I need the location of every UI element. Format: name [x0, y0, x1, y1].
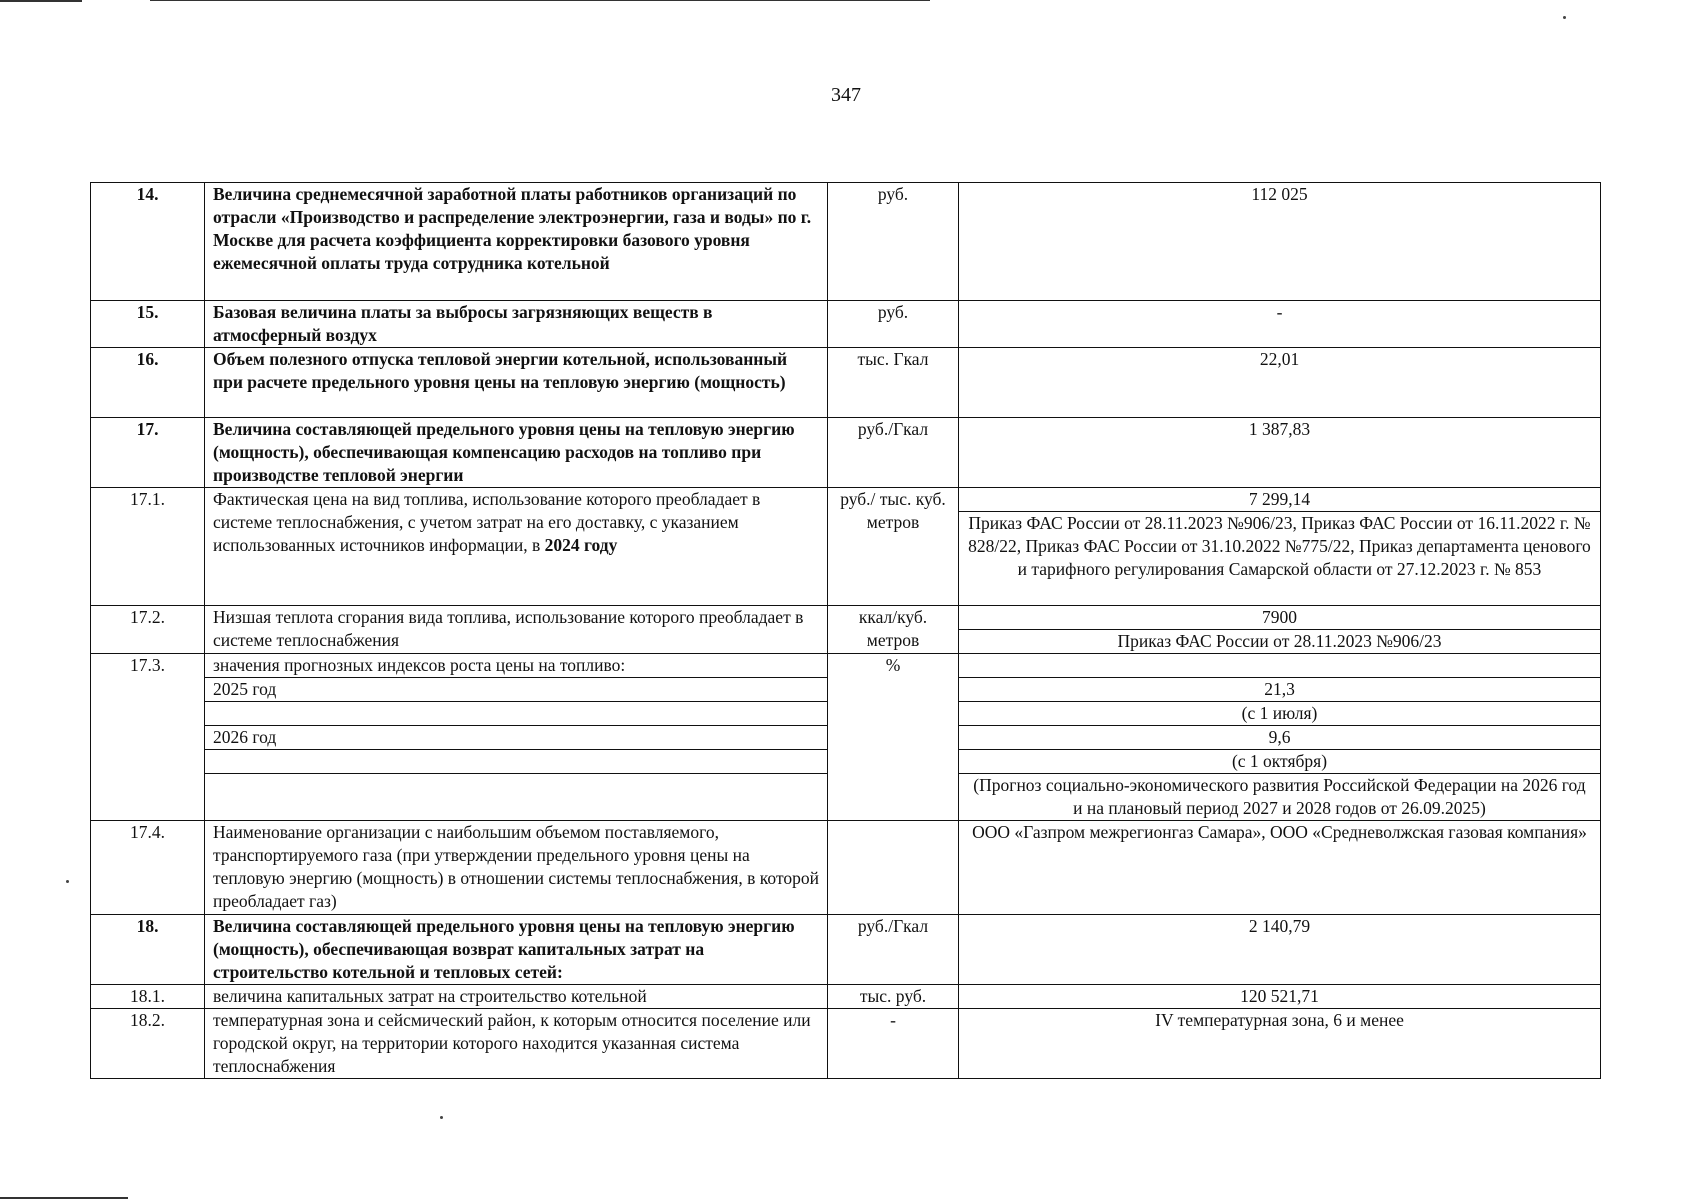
scan-speck	[440, 1116, 443, 1119]
row-unit: руб./ тыс. куб. метров	[828, 488, 959, 606]
row-value	[959, 654, 1601, 678]
scan-speck	[1563, 16, 1566, 19]
row-description: Величина составляющей предельного уровня цены на тепловую энергию (мощность), обеспечивающая компенсацию расходов на топливо при производстве тепловой энергии	[205, 418, 828, 488]
table-row	[91, 488, 1601, 512]
row-value: 1 387,83	[959, 418, 1601, 488]
scan-edge-top	[150, 0, 930, 1]
table-row	[91, 301, 1601, 348]
forecast-index-value: 9,6	[959, 726, 1601, 750]
row-number: 17.4.	[91, 821, 205, 915]
row-description-year: 2024 году	[544, 535, 618, 555]
row-description	[205, 488, 828, 606]
table-row	[91, 821, 1601, 915]
row-number: 14.	[91, 183, 205, 301]
row-unit: ккал/куб. метров	[828, 606, 959, 654]
forecast-source: (Прогноз социально-экономического развития Российской Федерации на 2026 год и на плановый период 2027 и 2028 годов от 26.09.2025)	[959, 774, 1601, 821]
forecast-year-label	[205, 774, 828, 821]
table-row	[91, 606, 1601, 630]
row-unit: руб.	[828, 183, 959, 301]
row-value: 112 025	[959, 183, 1601, 301]
table-row	[91, 654, 1601, 678]
scan-speck	[66, 880, 69, 883]
row-description: Величина среднемесячной заработной платы работников организаций по отрасли «Производство и распределение электроэнергии, газа и воды» по г. Москве для расчета коэффициента корректировки базового уровня ежемесячной оплаты труда сотрудника котельной	[205, 183, 828, 301]
row-number: 18.1.	[91, 985, 205, 1009]
row-unit: тыс. Гкал	[828, 348, 959, 418]
row-value: 22,01	[959, 348, 1601, 418]
row-value: 2 140,79	[959, 915, 1601, 985]
forecast-year-label	[205, 702, 828, 726]
row-unit: руб.	[828, 301, 959, 348]
row-value: 7 299,14	[959, 488, 1601, 512]
row-number: 17.3.	[91, 654, 205, 821]
row-description: значения прогнозных индексов роста цены на топливо:	[205, 654, 828, 678]
table-row	[91, 183, 1601, 301]
row-unit: руб./Гкал	[828, 418, 959, 488]
row-unit: тыс. руб.	[828, 985, 959, 1009]
row-value: 120 521,71	[959, 985, 1601, 1009]
row-number: 17.	[91, 418, 205, 488]
row-value: ООО «Газпром межрегионгаз Самара», ООО «Средневолжская газовая компания»	[959, 821, 1601, 915]
table-row	[91, 915, 1601, 985]
row-number: 17.2.	[91, 606, 205, 654]
tariff-parameters-table	[90, 182, 1601, 1079]
row-value: 7900	[959, 606, 1601, 630]
forecast-index-note: (с 1 июля)	[959, 702, 1601, 726]
row-value: -	[959, 301, 1601, 348]
row-description: Наименование организации с наибольшим объемом поставляемого, транспортируемого газа (при утверждении предельного уровня цены на тепловую энергию (мощность) в отношении системы теплоснабжения, в которой преобладает газ)	[205, 821, 828, 915]
row-description: Базовая величина платы за выбросы загрязняющих веществ в атмосферный воздух	[205, 301, 828, 348]
row-source: Приказ ФАС России от 28.11.2023 №906/23, Приказ ФАС России от 16.11.2022 г. № 828/22, Приказ ФАС России от 31.10.2022 №775/22, Приказ департамента ценового и тарифного регулирования Самарской области от 27.12.2023 г. № 853	[959, 512, 1601, 606]
scan-edge-top-left	[0, 0, 82, 2]
table-row	[91, 985, 1601, 1009]
row-number: 18.2.	[91, 1009, 205, 1079]
forecast-year-label	[205, 750, 828, 774]
table-row	[91, 418, 1601, 488]
row-description: температурная зона и сейсмический район, к которым относится поселение или городской округ, на территории которого находится указанная система теплоснабжения	[205, 1009, 828, 1079]
row-description: Низшая теплота сгорания вида топлива, использование которого преобладает в системе теплоснабжения	[205, 606, 828, 654]
table-row	[91, 348, 1601, 418]
row-number: 18.	[91, 915, 205, 985]
row-source: Приказ ФАС России от 28.11.2023 №906/23	[959, 630, 1601, 654]
forecast-year-label: 2026 год	[205, 726, 828, 750]
table-row	[91, 1009, 1601, 1079]
forecast-year-label: 2025 год	[205, 678, 828, 702]
row-description: величина капитальных затрат на строительство котельной	[205, 985, 828, 1009]
scan-edge-bottom-left	[0, 1197, 128, 1199]
row-unit	[828, 821, 959, 915]
forecast-index-note: (с 1 октября)	[959, 750, 1601, 774]
row-value: IV температурная зона, 6 и менее	[959, 1009, 1601, 1079]
row-unit: руб./Гкал	[828, 915, 959, 985]
row-number: 17.1.	[91, 488, 205, 606]
row-description: Объем полезного отпуска тепловой энергии котельной, использованный при расчете предельного уровня цены на тепловую энергию (мощность)	[205, 348, 828, 418]
page-number: 347	[831, 84, 861, 106]
row-description: Величина составляющей предельного уровня цены на тепловую энергию (мощность), обеспечивающая возврат капитальных затрат на строительство котельной и тепловых сетей:	[205, 915, 828, 985]
row-number: 15.	[91, 301, 205, 348]
forecast-index-value: 21,3	[959, 678, 1601, 702]
row-number: 16.	[91, 348, 205, 418]
row-unit: %	[828, 654, 959, 821]
row-unit: -	[828, 1009, 959, 1079]
row-description-text: Фактическая цена на вид топлива, использование которого преобладает в системе теплоснабжения, с учетом затрат на его доставку, с указанием использованных источников информации, в	[213, 489, 761, 555]
